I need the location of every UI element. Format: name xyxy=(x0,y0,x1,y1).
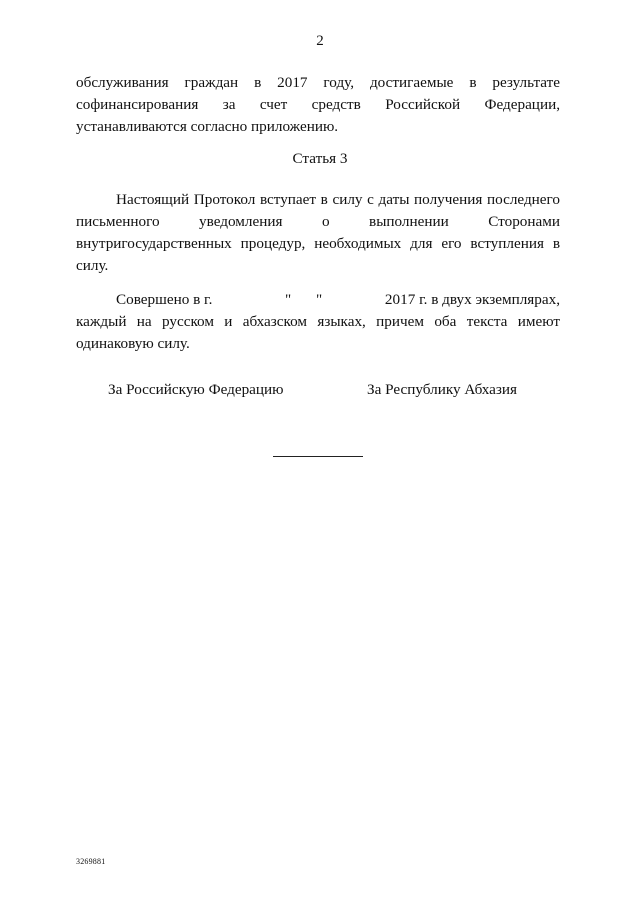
page-number: 2 xyxy=(316,33,324,49)
end-rule-divider xyxy=(273,456,363,457)
execution-clause xyxy=(76,289,560,355)
article-3-body xyxy=(76,189,560,277)
paragraph-2-text: Настоящий Протокол вступает в силу с даты получения последнего письменного уведомления о выполнении Сторонами внутригосударственных процедур, необходимых для его вступления в силу. xyxy=(76,191,560,274)
date-quote-close: " xyxy=(316,291,323,308)
execution-place-prefix: Совершено в г. xyxy=(116,291,213,308)
paragraph-1-text: обслуживания граждан в 2017 году, достигаемые в результате софинансирования за счет средств Российской Федерации, устанавливаются согласно приложению. xyxy=(76,74,560,135)
document-code: 3269881 xyxy=(76,857,106,866)
paragraph-continuation xyxy=(76,72,560,138)
signature-russian-federation: За Российскую Федерацию xyxy=(108,381,284,398)
execution-clause-first-line xyxy=(76,289,560,311)
signature-republic-abkhazia: За Республику Абхазия xyxy=(367,381,517,398)
execution-clause-continuation: каждый на русском и абхазском языках, причем оба текста имеют одинаковую силу. xyxy=(76,313,560,352)
article-heading: Статья 3 xyxy=(292,150,348,167)
execution-year-copies: 2017 г. в двух экземплярах, xyxy=(384,291,560,308)
date-quote-open: " xyxy=(285,291,292,308)
